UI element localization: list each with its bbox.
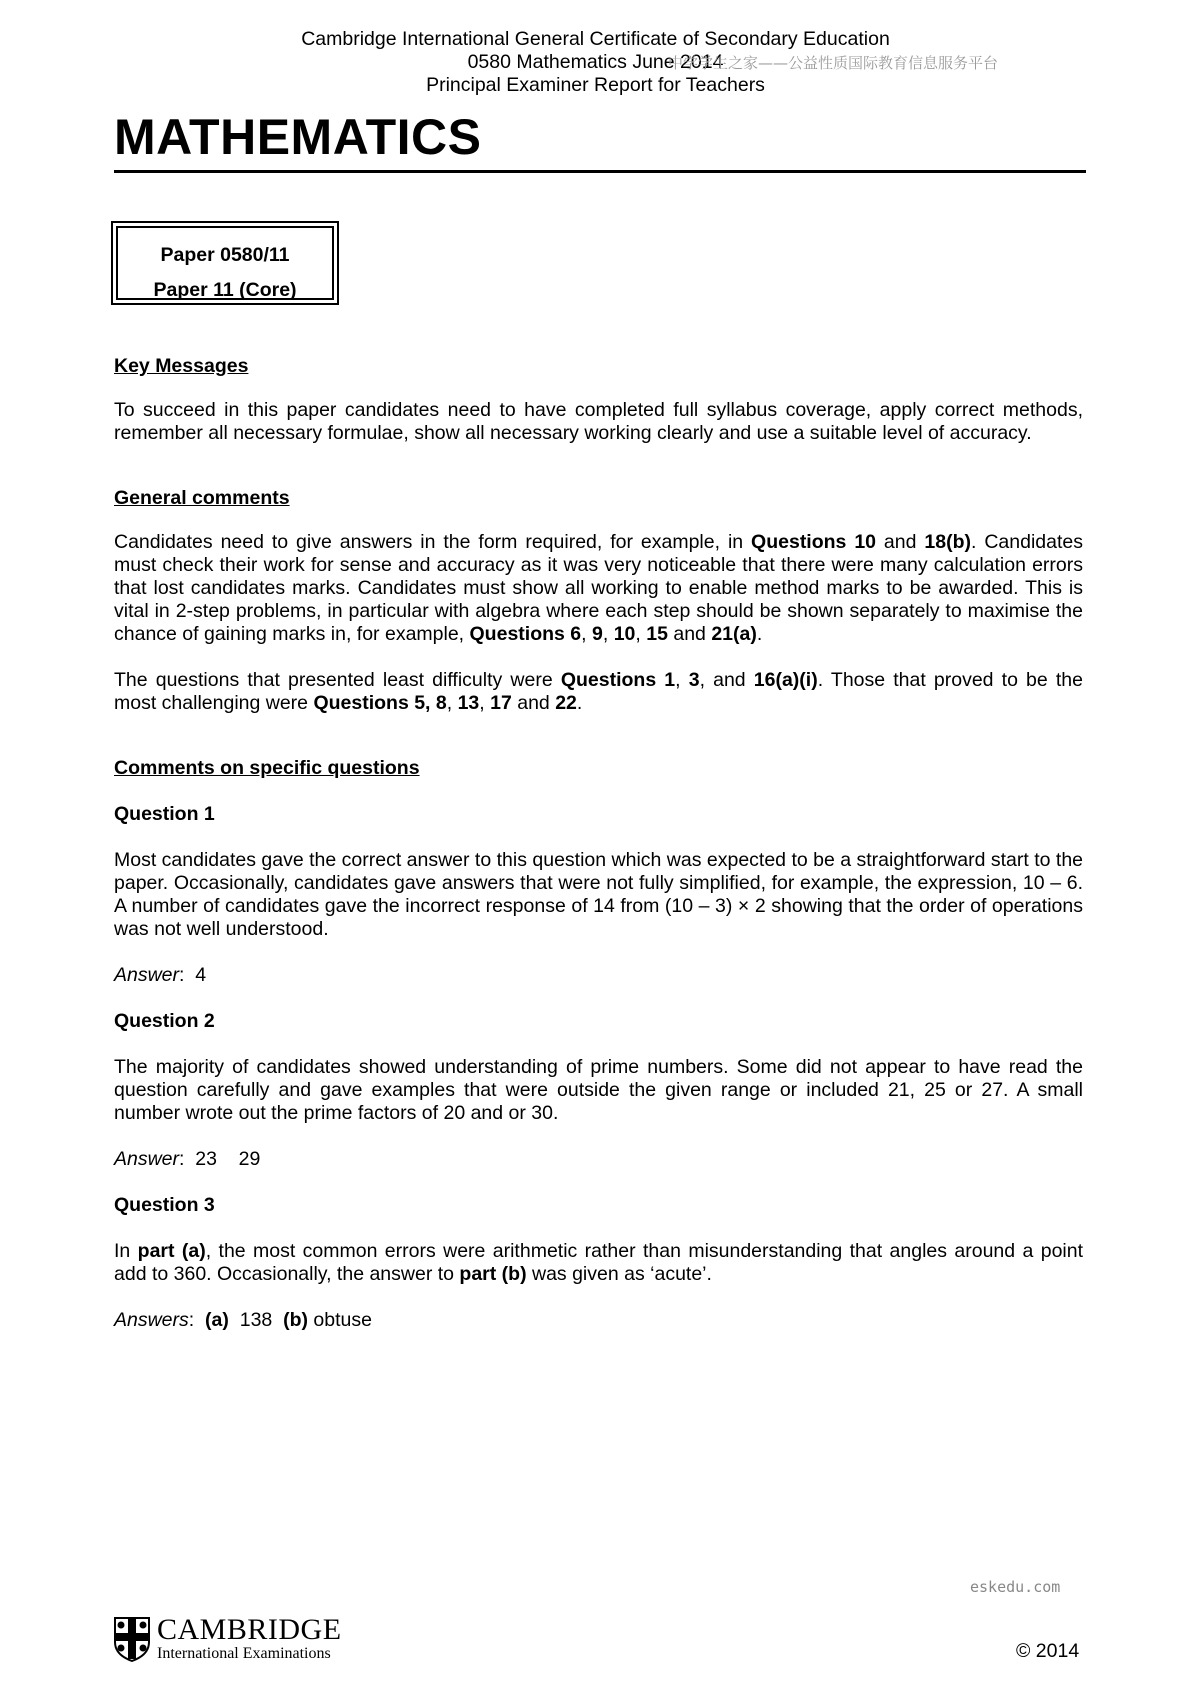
question-3-title: Question 3 [114, 1194, 215, 1216]
crest-icon [113, 1616, 151, 1662]
page-header [0, 28, 1191, 97]
general-comments-paragraph-2: The questions that presented least difficulty were Questions 1, 3, and 16(a)(i). Those that proved to be the most challenging were Questions 5, 8, 13, 17 and 22. [114, 669, 1083, 714]
header-line-2: 0580 Mathematics June 2014 [467, 51, 724, 73]
copyright: © 2014 [1016, 1640, 1080, 1662]
question-3-answer: Answers: (a) 138 (b) obtuse [114, 1309, 372, 1331]
general-comments-heading: General comments [114, 487, 290, 509]
footer-url: eskedu.com [970, 1578, 1061, 1596]
question-2-answer: Answer: 23 29 [114, 1148, 261, 1170]
key-messages-heading: Key Messages [114, 355, 249, 377]
title-rule [114, 170, 1086, 173]
specific-comments-heading: Comments on specific questions [114, 757, 420, 779]
key-messages-text: To succeed in this paper candidates need to have completed full syllabus coverage, apply correct methods, remember all necessary formulae, show all necessary working clearly and use a suitable level of accuracy. [114, 399, 1083, 444]
question-1-answer: Answer: 4 [114, 964, 207, 986]
logo-wordmark: CAMBRIDGE [157, 1613, 342, 1646]
page-title: MATHEMATICS [114, 109, 482, 165]
general-comments-paragraph-1: Candidates need to give answers in the form required, for example, in Questions 10 and 18(b). Candidates must check their work for sense and accuracy as it was very noticeable that there were many calculation errors that lost candidates marks. Candidates must show all working to enable method marks to be awarded. This is vital in 2-step problems, in particular with algebra where each step should be shown separately to maximise the chance of gaining marks in, for example, Questions 6, 9, 10, 15 and 21(a). [114, 531, 1083, 645]
question-2-text: The majority of candidates showed understanding of prime numbers. Some did not appear to have read the question carefully and gave examples that were outside the given range or included 21, 25 or 27. A small number wrote out the prime factors of 20 and or 30. [114, 1056, 1083, 1124]
paper-box [111, 221, 339, 305]
cambridge-logo [113, 1614, 342, 1664]
question-1-text: Most candidates gave the correct answer to this question which was expected to be a straightforward start to the paper. Occasionally, candidates gave answers that were not fully simplified, for example, the expression, 10 – 6. A number of candidates gave the incorrect response of 14 from (10 – 3) × 2 showing that the order of operations was not well understood. [114, 849, 1084, 940]
question-1-title: Question 1 [114, 803, 215, 825]
watermark: 中学学生之家——公益性质国际教育信息服务平台 [668, 54, 999, 72]
paper-name: Paper 11 (Core) [153, 279, 297, 301]
report-body [114, 355, 1083, 1332]
question-2-title: Question 2 [114, 1010, 215, 1032]
question-3-text: In part (a), the most common errors were arithmetic rather than misunderstanding that angles around a point add to 360. Occasionally, the answer to part (b) was given as ‘acute’. [114, 1240, 1084, 1285]
header-line-3: Principal Examiner Report for Teachers [426, 74, 765, 96]
paper-code: Paper 0580/11 [160, 244, 290, 266]
logo-subtitle: International Examinations [157, 1645, 331, 1662]
header-line-1: Cambridge International General Certificate of Secondary Education [301, 28, 890, 50]
